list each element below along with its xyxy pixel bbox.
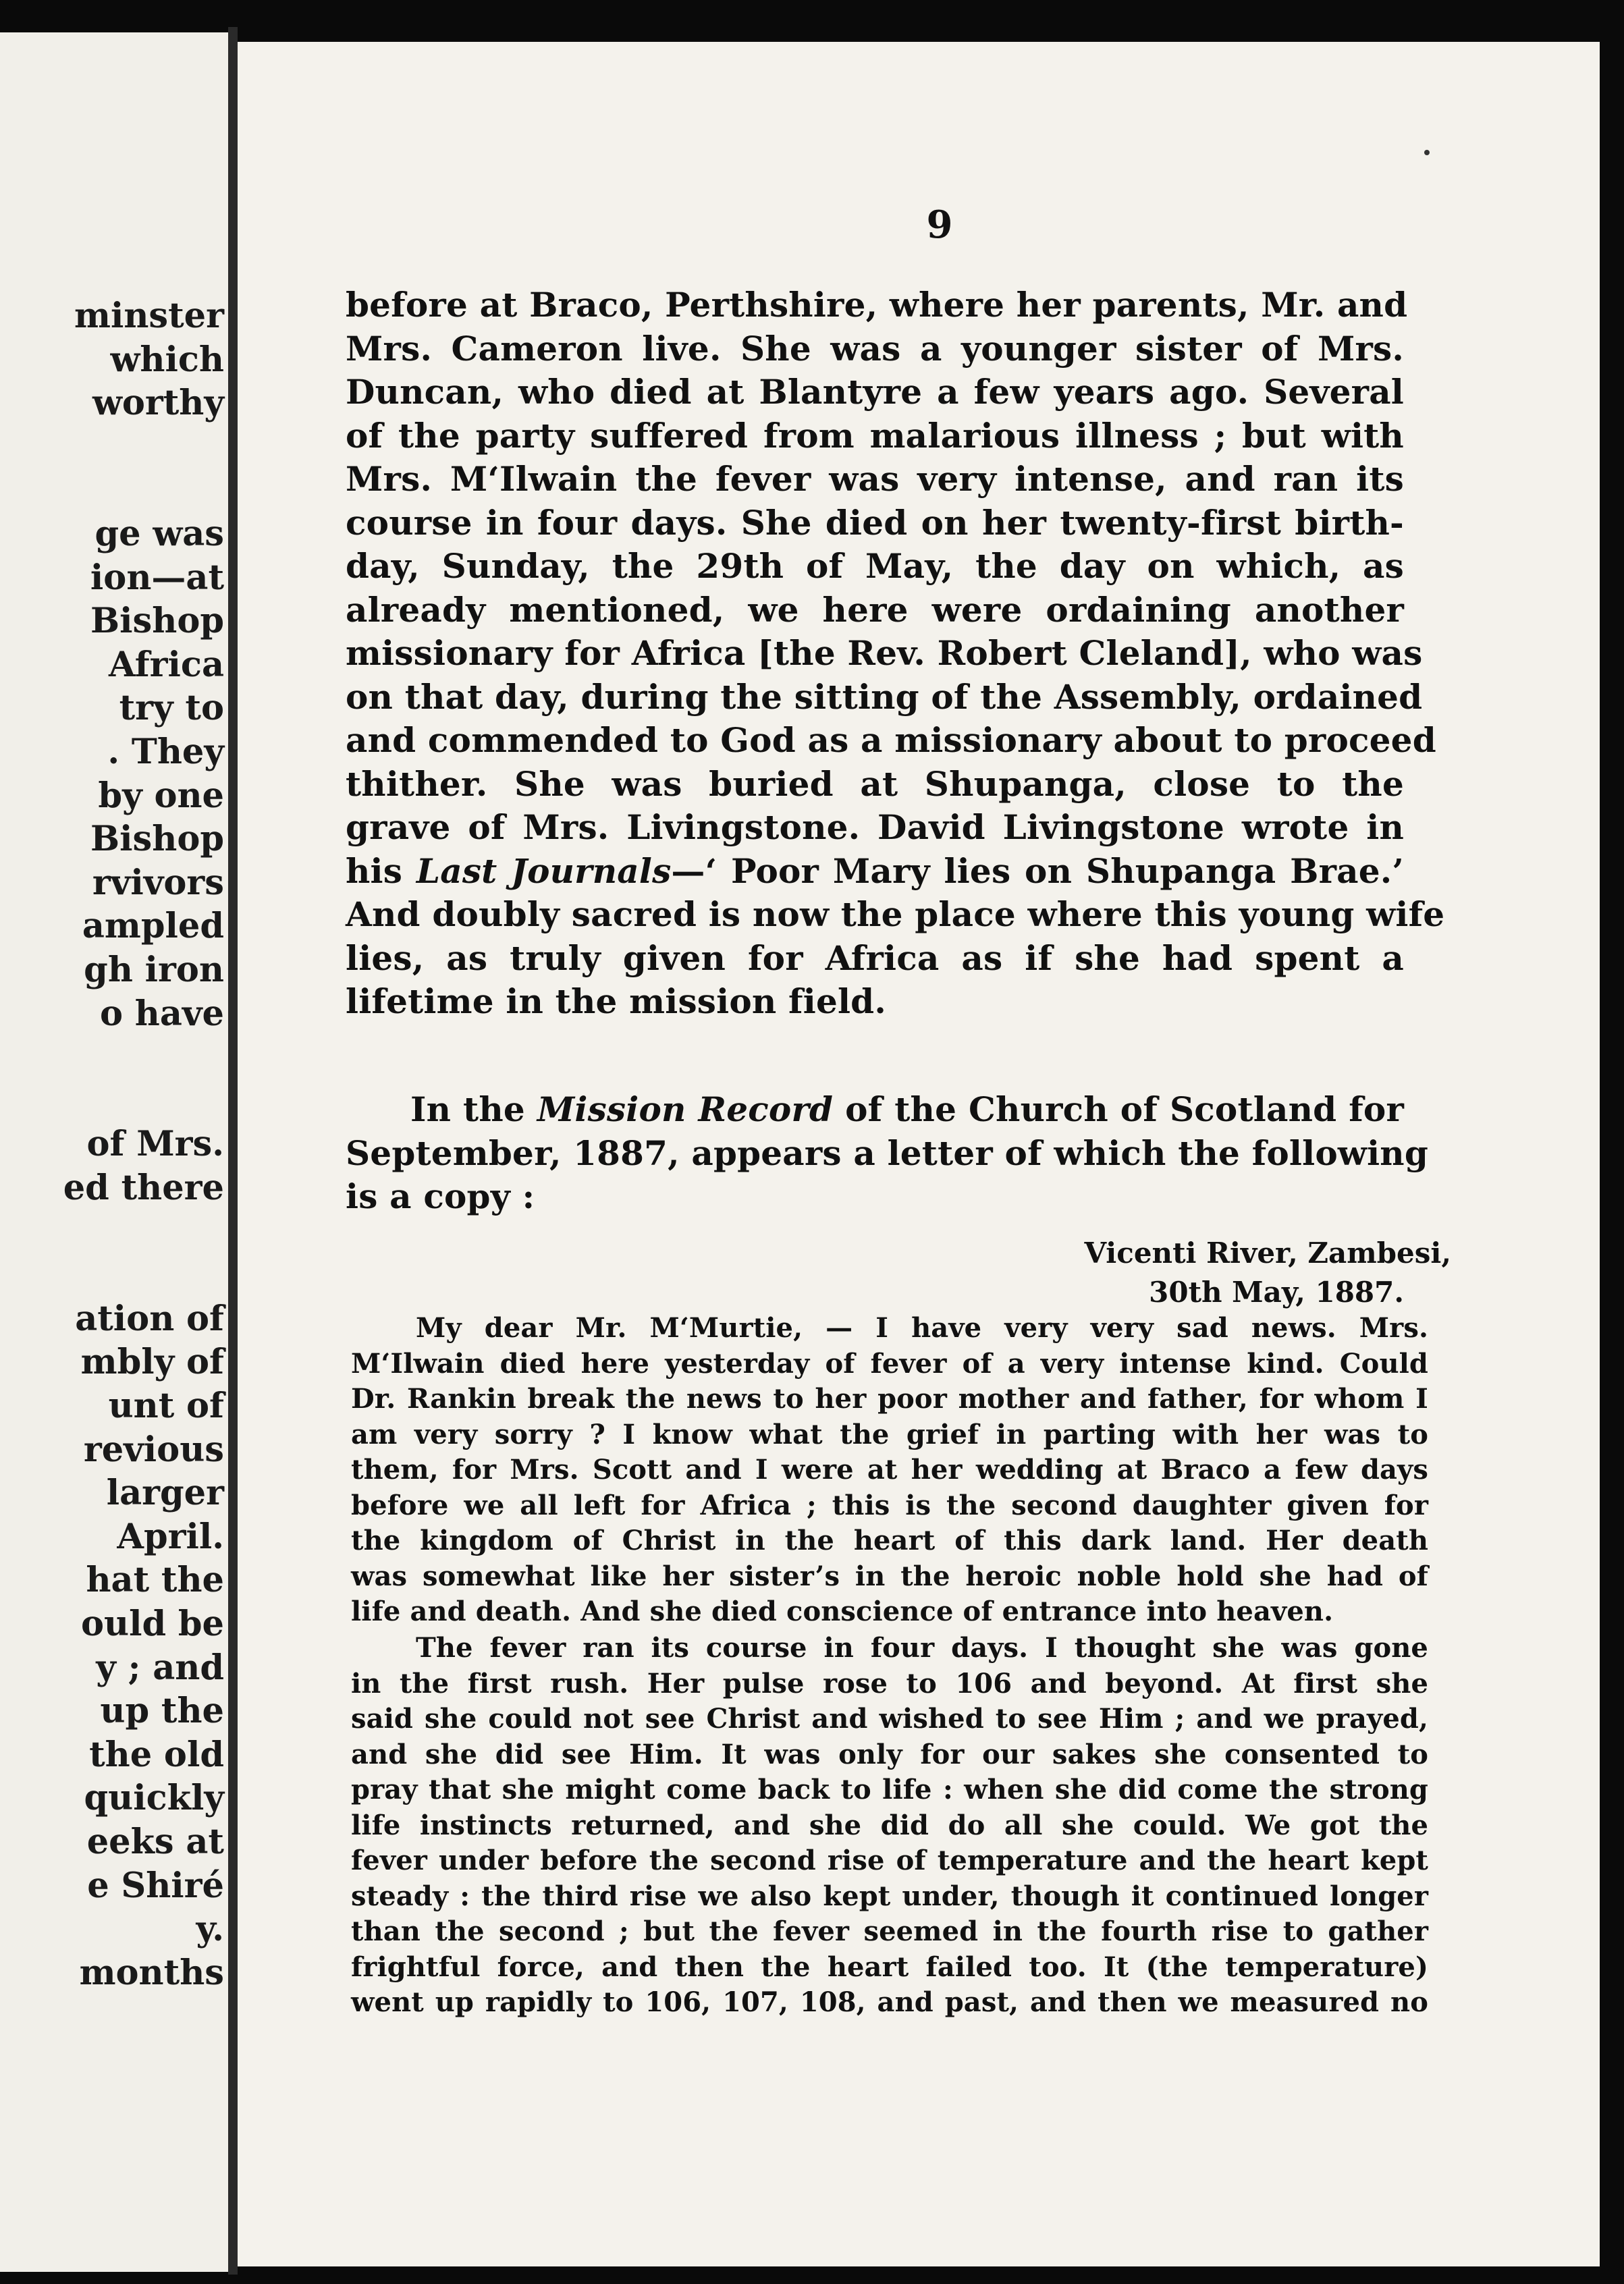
text-line: [346, 1088, 1404, 1132]
left-page-text-fragment: months: [79, 1953, 224, 1993]
text-line: already mentioned, we here were ordaining another: [346, 589, 1404, 630]
text-line: And doubly sacred is now the place where this young wife: [346, 894, 1445, 934]
paragraph-1: [346, 283, 1445, 1024]
left-page-text-fragment: y.: [196, 1909, 224, 1949]
letter-paragraph-1: [351, 1311, 1428, 1630]
text-fragment: In the: [410, 1089, 537, 1129]
left-page-text-fragment: e Shiré: [87, 1866, 224, 1906]
letter-dateline: [1084, 1234, 1451, 1312]
left-page-text-fragment: by one: [98, 776, 224, 816]
left-page-text-fragment: the old: [89, 1735, 224, 1775]
left-page-text-fragment: up the: [100, 1691, 224, 1731]
left-page-text-fragment: quickly: [84, 1778, 224, 1818]
left-page-text-fragment: try to: [119, 688, 224, 728]
text-line: course in four days. She died on her twenty-first birth-: [346, 502, 1404, 543]
left-page-text-fragment: revious: [83, 1430, 224, 1470]
dateline-place: Vicenti River, Zambesi,: [1084, 1236, 1451, 1270]
text-line: lifetime in the mission field.: [346, 981, 886, 1021]
publication-title: Mission Record: [537, 1089, 834, 1129]
left-page-text-fragment: unt of: [108, 1386, 224, 1426]
text-line: of the party suffered from malarious illness ; but with: [346, 415, 1404, 456]
left-page-text-fragment: Africa: [109, 645, 224, 685]
text-line: [346, 850, 1404, 894]
left-page-text-fragment: of Mrs.: [86, 1124, 224, 1164]
text-line: before at Braco, Perthshire, where her parents, Mr. and: [346, 285, 1408, 325]
text-line: day, Sunday, the 29th of May, the day on which, as: [346, 546, 1404, 586]
text-line: steady : the third rise we also kept under, though it continued longer: [351, 1880, 1428, 1912]
text-line: in the first rush. Her pulse rose to 106 and beyond. At first she: [351, 1667, 1428, 1700]
text-line: thither. She was buried at Shupanga, close to the: [346, 763, 1404, 804]
text-fragment: —‘ Poor Mary lies on Shupanga Brae.’: [671, 850, 1404, 891]
text-line: the kingdom of Christ in the heart of this dark land. Her death: [351, 1525, 1428, 1556]
left-page-text-fragment: ation of: [75, 1299, 224, 1339]
left-page-text-fragment: y ; and: [96, 1648, 224, 1688]
text-line: September, 1887, appears a letter of which the following: [346, 1133, 1429, 1173]
text-line: Dr. Rankin break the news to her poor mother and father, for whom I: [351, 1383, 1428, 1415]
text-line: M‘Ilwain died here yesterday of fever of a very intense kind. Could: [351, 1347, 1428, 1380]
text-line: Mrs. Cameron live. She was a younger sister of Mrs.: [346, 328, 1404, 369]
left-page-text-fragment: which: [110, 339, 224, 380]
text-line: life and death. And she died conscience of entrance into heaven.: [351, 1596, 1334, 1627]
text-line: fever under before the second rise of temperature and the heart kept: [351, 1845, 1428, 1876]
text-line: The fever ran its course in four days. I thought she was gone: [416, 1632, 1428, 1664]
left-page-text-fragment: . They: [107, 732, 224, 772]
left-page-text-fragment: larger: [106, 1473, 224, 1513]
text-line: pray that she might come back to life : when she did come the strong: [351, 1774, 1428, 1805]
text-line: Duncan, who died at Blantyre a few years ago. Several: [346, 372, 1404, 412]
left-page-text-fragment: ould be: [81, 1604, 224, 1644]
book-title: Last Journals: [416, 850, 672, 891]
left-page-text-fragment: hat the: [86, 1560, 224, 1600]
dateline-date: 30th May, 1887.: [1149, 1276, 1404, 1309]
book-spine: [228, 27, 238, 2275]
left-page-text-fragment: ge was: [94, 514, 224, 554]
text-line: them, for Mrs. Scott and I were at her wedding at Braco a few days: [351, 1454, 1428, 1486]
left-page-text-fragment: ed there: [63, 1168, 224, 1208]
text-line: and commended to God as a missionary about to proceed: [346, 720, 1436, 760]
text-line: before we all left for Africa ; this is the second daughter given for: [351, 1489, 1428, 1521]
text-line: My dear Mr. M‘Murtie, — I have very very sad news. Mrs.: [416, 1312, 1428, 1344]
left-page-text-fragment: Bishop: [90, 819, 224, 859]
text-line: life instincts returned, and she did do all she could. We got the: [351, 1809, 1428, 1841]
left-page-text-fragment: worthy: [92, 383, 224, 423]
left-page-text-fragment: ion—at: [90, 558, 224, 598]
text-line: is a copy :: [346, 1176, 535, 1216]
text-fragment: of the Church of Scotland for: [833, 1089, 1405, 1129]
left-facing-page: [0, 32, 228, 2272]
text-line: frightful force, and then the heart failed too. It (the temperature): [351, 1951, 1428, 1983]
left-page-text-fragment: eeks at: [86, 1822, 224, 1862]
left-page-text-fragment: ampled: [82, 906, 224, 946]
text-line: lies, as truly given for Africa as if she had spent a: [346, 937, 1404, 978]
text-line: and she did see Him. It was only for our sakes she consented to: [351, 1738, 1428, 1770]
text-line: missionary for Africa [the Rev. Robert Cleland], who was: [346, 633, 1423, 673]
dust-speck: [1424, 150, 1430, 155]
text-line: went up rapidly to 106, 107, 108, and past, and then we measured no: [351, 1986, 1428, 2018]
paragraph-2: [346, 1088, 1429, 1219]
text-line: Mrs. M‘Ilwain the fever was very intense, and ran its: [346, 459, 1404, 499]
text-line: on that day, during the sitting of the Assembly, ordained: [346, 676, 1423, 717]
left-page-text-fragment: gh iron: [84, 950, 224, 990]
left-page-text-fragment: minster: [74, 296, 224, 336]
left-page-text-fragment: mbly of: [80, 1342, 224, 1382]
text-line: am very sorry ? I know what the grief in parting with her was to: [351, 1418, 1428, 1450]
left-page-text-fragment: Bishop: [90, 601, 224, 641]
text-line: grave of Mrs. Livingstone. David Livingstone wrote in: [346, 807, 1404, 847]
page-number: 9: [926, 202, 953, 247]
left-page-text-fragment: April.: [117, 1517, 224, 1557]
left-page-text-fragment: o have: [100, 994, 224, 1034]
text-line: said she could not see Christ and wished to see Him ; and we prayed,: [351, 1703, 1428, 1735]
left-page-text-fragment: rvivors: [92, 863, 224, 903]
text-line: than the second ; but the fever seemed in the fourth rise to gather: [351, 1915, 1428, 1947]
text-line: was somewhat like her sister’s in the heroic noble hold she had of: [351, 1560, 1428, 1592]
letter-paragraph-2: [351, 1631, 1428, 2021]
right-page: [238, 42, 1600, 2266]
text-fragment: his: [346, 850, 416, 891]
